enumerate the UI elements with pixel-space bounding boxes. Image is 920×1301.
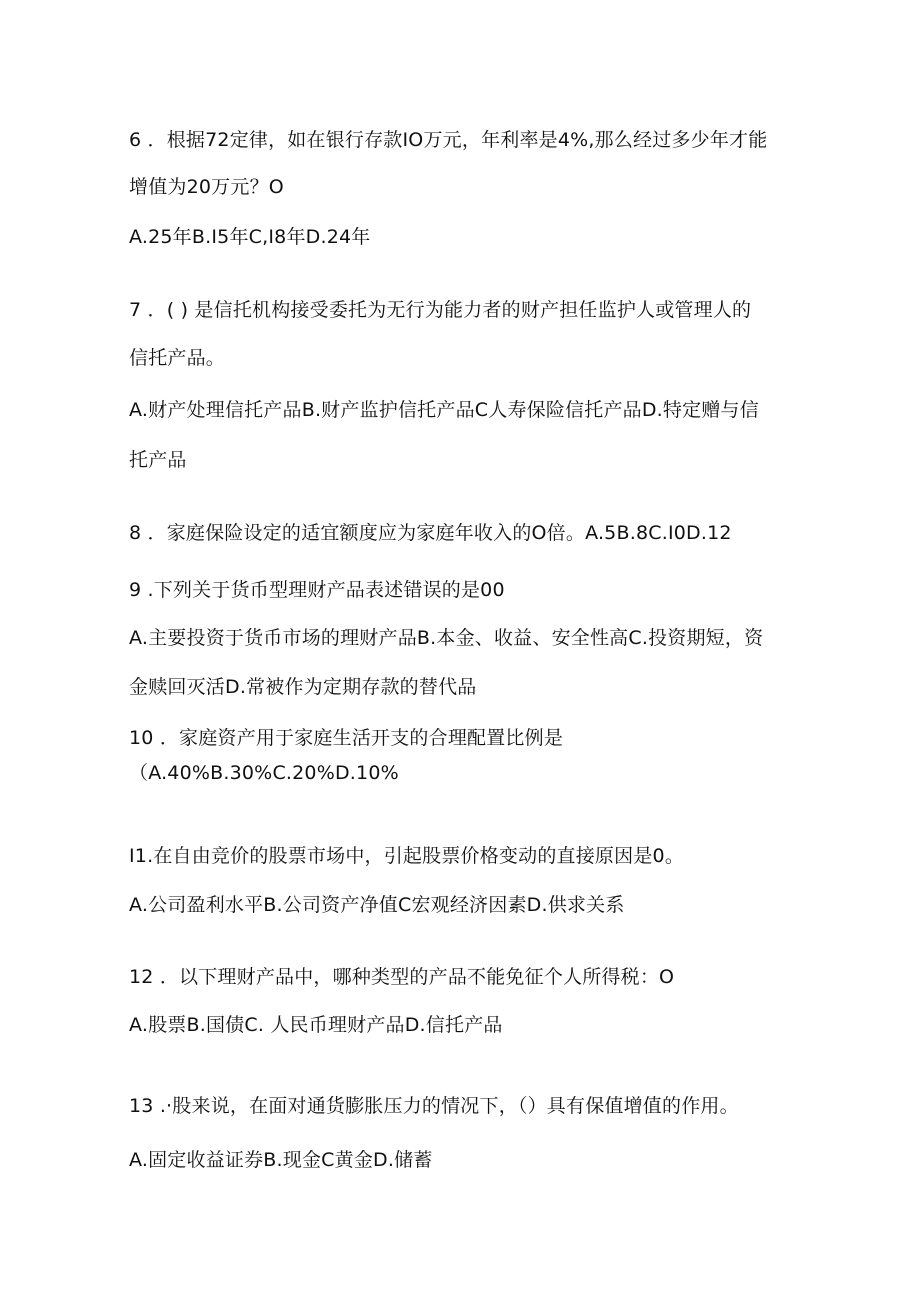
question-6-stem-line-1: 6 ．根据72定律，如在银行存款IO万元，年利率是4%,那么经过多少年才能 bbox=[129, 129, 768, 151]
question-12-options: A.股票B.国债C. 人民币理财产品D.信托产品 bbox=[129, 1014, 503, 1036]
question-13-stem: 13 .·股来说，在面对通货膨胀压力的情况下，（）具有保值增值的作用。 bbox=[129, 1095, 739, 1117]
question-10-stem: 10 ．家庭资产用于家庭生活开支的合理配置比例是 bbox=[129, 727, 564, 749]
question-6-options: A.25年B.I5年C,I8年D.24年 bbox=[129, 226, 371, 248]
question-7-stem-line-1: 7 ．( ) 是信托机构接受委托为无行为能力者的财产担任监护人或管理人的 bbox=[129, 299, 752, 321]
question-13-options: A.固定收益证券B.现金C黄金D.储蓄 bbox=[129, 1149, 433, 1171]
question-8-stem: 8 ．家庭保险设定的适宜额度应为家庭年收入的O倍。A.5B.8C.I0D.12 bbox=[129, 522, 732, 544]
question-7-options-line-1: A.财产处理信托产品B.财产监护信托产品C人寿保险信托产品D.特定赠与信 bbox=[129, 399, 759, 421]
question-7-options-line-2: 托产品 bbox=[129, 449, 187, 471]
question-10-options: （A.40%B.30%C.20%D.10% bbox=[129, 762, 399, 784]
question-7-stem-line-2: 信托产品。 bbox=[129, 347, 226, 369]
question-11-options: A.公司盈利水平B.公司资产净值C宏观经济因素D.供求关系 bbox=[129, 894, 625, 916]
question-6-stem-line-2: 增值为20万元？O bbox=[129, 176, 284, 198]
question-11-stem: I1.在自由竞价的股票市场中，引起股票价格变动的直接原因是0。 bbox=[129, 845, 685, 867]
question-12-stem: 12 ．以下理财产品中，哪种类型的产品不能免征个人所得税：O bbox=[129, 966, 675, 988]
question-9-options-line-1: A.主要投资于货币市场的理财产品B.本金、收益、安全性高C.投资期短，资 bbox=[129, 627, 764, 649]
question-9-stem: 9 .下列关于货币型理财产品表述错误的是00 bbox=[129, 579, 505, 601]
question-9-options-line-2: 金赎回灭活D.常被作为定期存款的替代品 bbox=[129, 676, 477, 698]
